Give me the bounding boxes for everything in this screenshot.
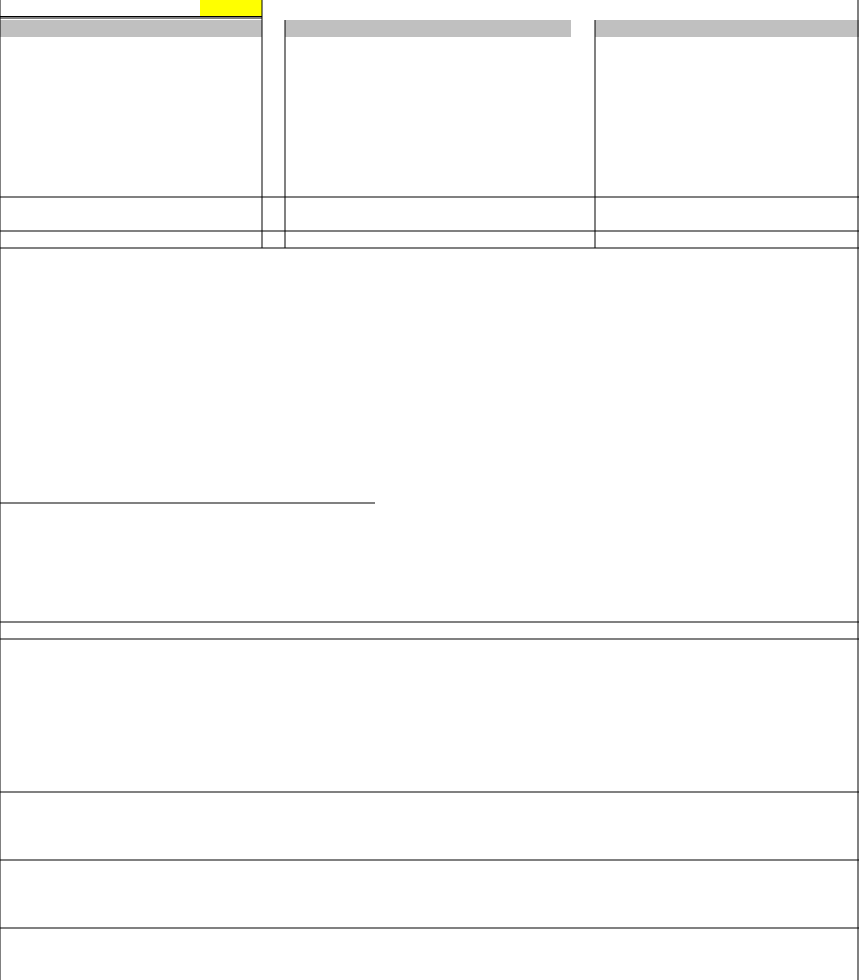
key-ratios-header [595, 20, 859, 37]
cost-assumptions-header [0, 20, 262, 37]
financing-assumptions-header [285, 20, 571, 37]
asking-label[interactable] [0, 0, 200, 17]
asking-value[interactable] [200, 0, 262, 17]
section-header-row [0, 20, 859, 37]
asking-row [0, 0, 859, 17]
